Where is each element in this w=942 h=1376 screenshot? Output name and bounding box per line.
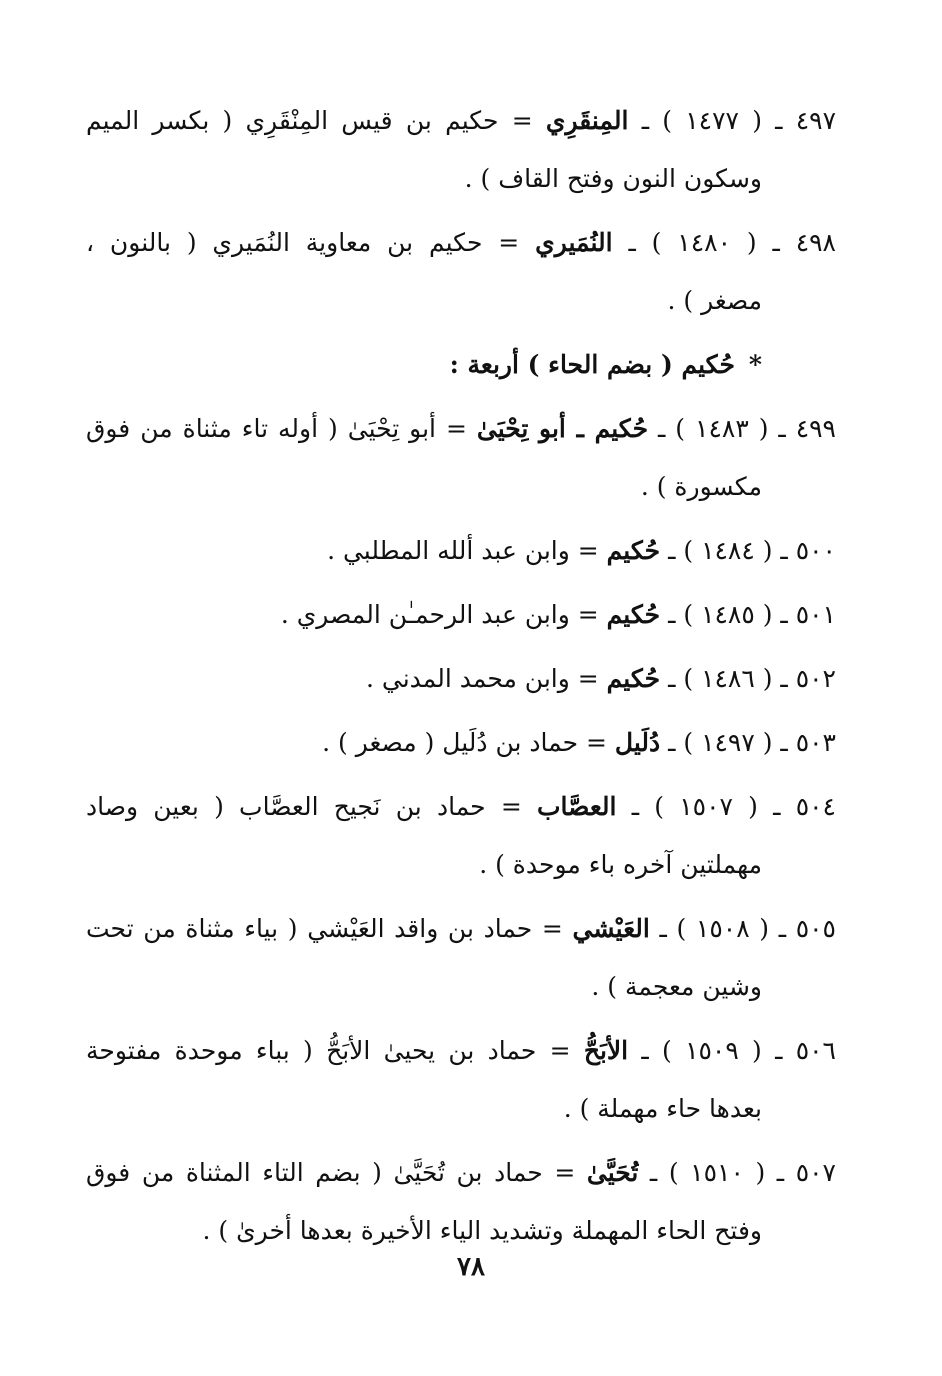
page-number: ٧٨ — [457, 1252, 485, 1282]
entry-text: = أبو تِحْيَىٰ ( أوله تاء مثناة من فوق — [86, 414, 477, 443]
entry-499 — [86, 400, 836, 516]
entry-number: ٤٩٨ ـ ( ١٤٨٠ ) ـ — [628, 228, 836, 257]
entry-name: حُكيم — [606, 600, 661, 629]
entry-number: ٥٠٧ ـ ( ١٥١٠ ) ـ — [649, 1158, 836, 1187]
entry-number: ٤٩٩ ـ ( ١٤٨٣ ) ـ — [658, 414, 836, 443]
entry-continuation: بعدها حاء مهملة ) . — [563, 1094, 762, 1123]
section-heading-text: حُكيم ( بضم الحاء ) أربعة : — [449, 350, 735, 379]
entry-503 — [86, 714, 836, 772]
entry-first-line — [86, 586, 836, 644]
entry-continuation: وشين معجمة ) . — [591, 972, 762, 1001]
entry-first-line — [86, 650, 836, 708]
entry-number: ٥٠٥ ـ ( ١٥٠٨ ) ـ — [659, 914, 836, 943]
entry-first-line — [86, 1144, 836, 1202]
entry-text: = حكيم بن معاوية النُمَيري ( بالنون ، — [86, 228, 536, 257]
entry-first-line — [86, 1022, 836, 1080]
entry-name: العَيْشي — [572, 914, 650, 943]
entry-continuation: وسكون النون وفتح القاف ) . — [464, 164, 762, 193]
entry-continuation: وفتح الحاء المهملة وتشديد الياء الأخيرة بعدها أخرىٰ ) . — [202, 1216, 762, 1245]
entry-name: حُكيم — [606, 536, 661, 565]
entry-501 — [86, 586, 836, 644]
entry-continuation: مهملتين آخره باء موحدة ) . — [479, 850, 762, 879]
entry-number: ٥٠٠ ـ ( ١٤٨٤ ) ـ — [668, 536, 836, 565]
entry-number: ٥٠٤ ـ ( ١٥٠٧ ) ـ — [631, 792, 836, 821]
entry-name: الأبَحُّ — [583, 1036, 629, 1065]
entry-text: = وابن محمد المدني . — [365, 664, 607, 693]
entry-continuation: مصغر ) . — [667, 286, 762, 315]
entry-name: تُحَيَّىٰ — [586, 1158, 639, 1187]
entry-504 — [86, 778, 836, 894]
page-content — [86, 92, 836, 1266]
entry-text: = حماد بن تُحَيَّىٰ ( بضم التاء المثناة من فوق — [86, 1158, 587, 1187]
entry-first-line — [86, 214, 836, 272]
entry-first-line — [86, 900, 836, 958]
entry-first-line — [86, 400, 836, 458]
entry-first-line — [86, 522, 836, 580]
entry-number: ٥٠٢ ـ ( ١٤٨٦ ) ـ — [668, 664, 836, 693]
entry-505 — [86, 900, 836, 1016]
entry-text: = حكيم بن قيس المِنْقَرِي ( بكسر الميم — [86, 106, 546, 135]
entry-507 — [86, 1144, 836, 1260]
entry-first-line — [86, 778, 836, 836]
star-icon: * — [748, 350, 762, 379]
entry-text: = حماد بن يحيىٰ الأبَحُّ ( بباء موحدة مفتوحة — [86, 1036, 584, 1065]
entry-name: العصَّاب — [537, 792, 617, 821]
entry-497 — [86, 92, 836, 208]
entry-name: حُكيم — [606, 664, 661, 693]
entry-first-line — [86, 714, 836, 772]
entry-text: = وابن عبد الرحمـٰن المصري . — [280, 600, 607, 629]
entry-498 — [86, 214, 836, 330]
entry-text: = حماد بن واقد العَيْشي ( بياء مثناة من تحت — [86, 914, 573, 943]
entry-506 — [86, 1022, 836, 1138]
entry-name: دُلَيل — [614, 728, 661, 757]
entry-text: = حماد بن نَجيح العصَّاب ( بعين وصاد — [86, 792, 537, 821]
entry-text: = حماد بن دُلَيل ( مصغر ) . — [322, 728, 615, 757]
entry-500 — [86, 522, 836, 580]
entry-number: ٥٠٦ ـ ( ١٥٠٩ ) ـ — [641, 1036, 836, 1065]
entry-continuation: مكسورة ) . — [640, 472, 762, 501]
entry-text: = وابن عبد ألله المطلبي . — [327, 536, 607, 565]
entry-name: حُكيم ـ أبو تِحْيَىٰ — [476, 414, 649, 443]
entry-502 — [86, 650, 836, 708]
entry-first-line — [86, 92, 836, 150]
entry-number: ٥٠١ ـ ( ١٤٨٥ ) ـ — [668, 600, 836, 629]
entry-name: النُمَيري — [535, 228, 613, 257]
entry-number: ٥٠٣ ـ ( ١٤٩٧ ) ـ — [668, 728, 836, 757]
entry-number: ٤٩٧ ـ ( ١٤٧٧ ) ـ — [641, 106, 837, 135]
entry-name: المِنقَرِي — [545, 106, 629, 135]
section-heading — [86, 336, 836, 394]
